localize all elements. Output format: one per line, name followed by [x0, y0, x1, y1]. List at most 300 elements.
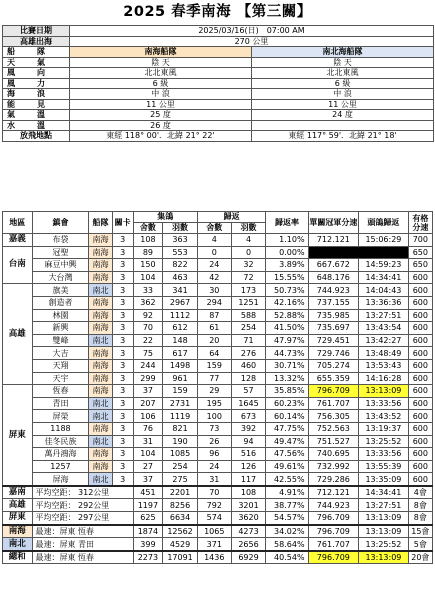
summary-collect-birds: 4529 [163, 538, 198, 551]
summary-return-rate: 34.02% [266, 525, 308, 538]
info-row [3, 99, 434, 110]
first-time-cell: 13:36:36 [359, 296, 409, 309]
table-row [3, 347, 433, 360]
checkpoint-cell: 3 [112, 334, 133, 347]
collect-teams-cell: 37 [133, 473, 163, 486]
collect-teams-cell: 27 [133, 460, 163, 473]
info-south-value: 北北東風 [70, 68, 252, 79]
town-cell: 恆春 [32, 385, 89, 398]
info-label: 海 浪 [3, 89, 70, 100]
return-teams-cell: 20 [197, 334, 231, 347]
speed-cell: 735.985 [308, 309, 359, 322]
return-birds-cell: 72 [231, 271, 266, 284]
town-cell: 大台灣 [32, 271, 89, 284]
return-rate-cell: 0.00% [266, 246, 308, 259]
return-birds-cell: 588 [231, 309, 266, 322]
summary-return-birds: 6929 [231, 551, 266, 564]
return-teams-cell: 61 [197, 322, 231, 335]
table-row [3, 284, 433, 297]
first-time-cell: 15:06:29 [359, 234, 409, 247]
return-teams-cell: 87 [197, 309, 231, 322]
return-rate-cell: 41.50% [266, 322, 308, 335]
checkpoint-cell: 3 [112, 347, 133, 360]
header-return-rate: 歸返率 [266, 212, 308, 234]
summary-collect-teams: 625 [133, 512, 163, 525]
table-row [3, 422, 433, 435]
summary-label: 最速：屏東 恆春 [32, 525, 133, 538]
return-birds-cell: 392 [231, 422, 266, 435]
fleet-cell: 南海 [89, 359, 112, 372]
collect-teams-cell: 75 [133, 347, 163, 360]
table-row [3, 410, 433, 423]
race-date-label: 比賽日期 [3, 26, 70, 37]
summary-collect-teams: 451 [133, 486, 163, 499]
summary-return-birds: 4273 [231, 525, 266, 538]
valid-speed-cell: 700 [408, 234, 432, 247]
speed-cell: 740.695 [308, 448, 359, 461]
summary-count: 8會 [408, 512, 432, 525]
info-row [3, 78, 434, 89]
header-first-time: 頭鴿歸返 [359, 212, 409, 234]
return-birds-cell: 126 [231, 460, 266, 473]
info-south-value: 陰 天 [70, 57, 252, 68]
first-time-cell: 13:13:09 [359, 385, 409, 398]
summary-return-teams: 1436 [197, 551, 231, 564]
fleet-cell: 南北 [89, 410, 112, 423]
town-cell: 創造者 [32, 296, 89, 309]
fleet-cell: 南海 [89, 422, 112, 435]
collect-birds-cell: 363 [163, 234, 198, 247]
valid-speed-cell: 600 [408, 347, 432, 360]
valid-speed-cell: 600 [408, 296, 432, 309]
return-birds-cell: 673 [231, 410, 266, 423]
return-rate-cell: 13.32% [266, 372, 308, 385]
town-cell: 冠聖 [32, 246, 89, 259]
return-birds-cell: 0 [231, 246, 266, 259]
info-label: 天 氣 [3, 57, 70, 68]
header-fleet: 船隊 [89, 212, 112, 234]
summary-return-rate: 38.77% [266, 499, 308, 512]
summary-region: 高雄 [3, 499, 33, 512]
speed-cell: 737.155 [308, 296, 359, 309]
town-cell: 青田 [32, 397, 89, 410]
table-row [3, 385, 433, 398]
speed-cell: 752.563 [308, 422, 359, 435]
valid-speed-cell: 600 [408, 473, 432, 486]
collect-birds-cell: 822 [163, 259, 198, 272]
fleet-cell: 南海 [89, 322, 112, 335]
return-rate-cell: 15.55% [266, 271, 308, 284]
info-row [3, 110, 434, 121]
checkpoint-cell: 3 [112, 309, 133, 322]
summary-collect-teams: 399 [133, 538, 163, 551]
checkpoint-cell: 3 [112, 284, 133, 297]
valid-speed-cell: 600 [408, 385, 432, 398]
return-teams-cell: 195 [197, 397, 231, 410]
return-birds-cell: 173 [231, 284, 266, 297]
first-time-cell: 13:43:54 [359, 322, 409, 335]
return-birds-cell: 1645 [231, 397, 266, 410]
first-time-cell: 13:27:51 [359, 309, 409, 322]
checkpoint-cell: 3 [112, 234, 133, 247]
collect-birds-cell: 617 [163, 347, 198, 360]
first-time-cell: 13:19:37 [359, 422, 409, 435]
header-return: 歸返 [197, 212, 265, 223]
first-time-cell: 13:53:43 [359, 359, 409, 372]
summary-speed: 712.121 [308, 486, 359, 499]
collect-birds-cell: 1085 [163, 448, 198, 461]
first-time-cell: 13:48:49 [359, 347, 409, 360]
checkpoint-cell: 3 [112, 359, 133, 372]
valid-speed-cell: 600 [408, 460, 432, 473]
checkpoint-cell: 3 [112, 259, 133, 272]
info-south-value: 東經 118° 00'．北緯 21° 22' [70, 131, 252, 142]
checkpoint-cell: 3 [112, 322, 133, 335]
checkpoint-cell: 3 [112, 473, 133, 486]
collect-birds-cell: 1119 [163, 410, 198, 423]
collect-birds-cell: 553 [163, 246, 198, 259]
summary-collect-teams: 2273 [133, 551, 163, 564]
speed-cell: 705.274 [308, 359, 359, 372]
info-north-value: 24 度 [252, 110, 434, 121]
return-rate-cell: 60.14% [266, 410, 308, 423]
summary-count: 20會 [408, 551, 432, 564]
fleet-cell: 南海 [89, 372, 112, 385]
race-date-value: 2025/03/16(日) 07:00 AM [70, 26, 434, 37]
summary-collect-teams: 1197 [133, 499, 163, 512]
info-south-value: 6 級 [70, 78, 252, 89]
collect-birds-cell: 254 [163, 460, 198, 473]
return-birds-cell: 94 [231, 435, 266, 448]
valid-speed-cell: 600 [408, 397, 432, 410]
return-teams-cell: 31 [197, 473, 231, 486]
return-rate-cell: 30.71% [266, 359, 308, 372]
summary-count: 4會 [408, 486, 432, 499]
fleet-cell: 南北 [89, 397, 112, 410]
fleet-cell: 南海 [89, 347, 112, 360]
first-time-cell: 14:59:23 [359, 259, 409, 272]
first-time-cell: 13:42:27 [359, 334, 409, 347]
region-summary-row [3, 486, 433, 499]
info-north-value: 中 浪 [252, 89, 434, 100]
return-teams-cell: 77 [197, 372, 231, 385]
fleet-cell: 南海 [89, 234, 112, 247]
collect-teams-cell: 70 [133, 322, 163, 335]
summary-return-birds: 108 [231, 486, 266, 499]
return-rate-cell: 47.75% [266, 422, 308, 435]
checkpoint-cell: 3 [112, 460, 133, 473]
return-rate-cell: 44.73% [266, 347, 308, 360]
checkpoint-cell: 3 [112, 410, 133, 423]
collect-birds-cell: 1112 [163, 309, 198, 322]
return-birds-cell: 1251 [231, 296, 266, 309]
first-time-cell: 14:04:43 [359, 284, 409, 297]
summary-region: 南海 [3, 525, 33, 538]
first-time-cell: 13:25:52 [359, 435, 409, 448]
header-collect-teams: 舍數 [133, 223, 163, 234]
first-time-cell: 13:55:39 [359, 460, 409, 473]
collect-birds-cell: 148 [163, 334, 198, 347]
return-rate-cell: 49.47% [266, 435, 308, 448]
valid-speed-cell: 600 [408, 448, 432, 461]
first-time-cell: 13:35:09 [359, 473, 409, 486]
header-return-teams: 舍數 [197, 223, 231, 234]
table-row [3, 435, 433, 448]
summary-return-teams: 371 [197, 538, 231, 551]
return-rate-cell: 47.97% [266, 334, 308, 347]
distance-value: 270 公里 [70, 36, 434, 47]
collect-teams-cell: 76 [133, 422, 163, 435]
info-row [3, 57, 434, 68]
table-row [3, 372, 433, 385]
fleet-summary-row [3, 525, 433, 538]
return-teams-cell: 26 [197, 435, 231, 448]
summary-region: 南北 [3, 538, 33, 551]
summary-collect-birds: 6634 [163, 512, 198, 525]
summary-label: 最速：屏東 恆春 [32, 551, 133, 564]
first-time-cell: 13:43:52 [359, 410, 409, 423]
speed-cell: 655.359 [308, 372, 359, 385]
return-birds-cell: 254 [231, 322, 266, 335]
speed-cell: 732.992 [308, 460, 359, 473]
header-town: 鎮會 [32, 212, 89, 234]
table-row [3, 234, 433, 247]
summary-first-time: 13:13:09 [359, 525, 409, 538]
summary-label: 平均空距： 312公里 [32, 486, 133, 499]
first-time-cell: 14:34:41 [359, 271, 409, 284]
town-cell: 布袋 [32, 234, 89, 247]
valid-speed-cell: 600 [408, 422, 432, 435]
town-cell: 屏海 [32, 473, 89, 486]
collect-teams-cell: 31 [133, 435, 163, 448]
checkpoint-cell: 3 [112, 271, 133, 284]
return-teams-cell: 159 [197, 359, 231, 372]
speed-cell: 796.709 [308, 385, 359, 398]
info-south-value: 25 度 [70, 110, 252, 121]
table-row [3, 246, 433, 259]
results-table [2, 211, 433, 564]
summary-return-birds: 3201 [231, 499, 266, 512]
speed-cell: 667.672 [308, 259, 359, 272]
table-row [3, 359, 433, 372]
header-region: 地區 [3, 212, 33, 234]
collect-teams-cell: 37 [133, 385, 163, 398]
checkpoint-cell: 3 [112, 246, 133, 259]
return-teams-cell: 64 [197, 347, 231, 360]
info-south-value: 11 公里 [70, 99, 252, 110]
collect-teams-cell: 104 [133, 448, 163, 461]
info-label: 風 向 [3, 68, 70, 79]
valid-speed-cell: 600 [408, 359, 432, 372]
info-row [3, 120, 434, 131]
valid-speed-cell: 600 [408, 322, 432, 335]
return-rate-cell: 60.23% [266, 397, 308, 410]
info-label: 水 溫 [3, 120, 70, 131]
valid-speed-cell: 600 [408, 309, 432, 322]
distance-row [3, 36, 434, 47]
speed-cell: 735.697 [308, 322, 359, 335]
distance-label: 高雄出海 [3, 36, 70, 47]
race-info-table [2, 25, 434, 142]
summary-region: 屏東 [3, 512, 33, 525]
town-cell: 大吉 [32, 347, 89, 360]
collect-birds-cell: 190 [163, 435, 198, 448]
speed-cell: 729.286 [308, 473, 359, 486]
summary-first-time: 13:13:09 [359, 551, 409, 564]
summary-first-time: 14:34:41 [359, 486, 409, 499]
total-row [3, 551, 433, 564]
summary-speed: 796.709 [308, 512, 359, 525]
summary-collect-birds: 2201 [163, 486, 198, 499]
return-rate-cell: 42.55% [266, 473, 308, 486]
table-row [3, 397, 433, 410]
return-teams-cell: 96 [197, 448, 231, 461]
checkpoint-cell: 3 [112, 448, 133, 461]
summary-count: 8會 [408, 499, 432, 512]
speed-cell: 761.707 [308, 397, 359, 410]
info-row [3, 89, 434, 100]
collect-teams-cell: 92 [133, 309, 163, 322]
valid-speed-cell: 600 [408, 410, 432, 423]
return-rate-cell: 3.89% [266, 259, 308, 272]
summary-first-time: 13:25:52 [359, 538, 409, 551]
collect-birds-cell: 2731 [163, 397, 198, 410]
fleet-cell: 南海 [89, 460, 112, 473]
speed-cell: 744.923 [308, 284, 359, 297]
return-teams-cell: 0 [197, 246, 231, 259]
return-birds-cell: 57 [231, 385, 266, 398]
summary-return-teams: 1065 [197, 525, 231, 538]
return-birds-cell: 276 [231, 347, 266, 360]
return-rate-cell: 1.10% [266, 234, 308, 247]
town-cell: 佳冬民族 [32, 435, 89, 448]
town-cell: 屏榮 [32, 410, 89, 423]
speed-cell: 756.305 [308, 410, 359, 423]
table-row [3, 309, 433, 322]
collect-teams-cell: 150 [133, 259, 163, 272]
region-cell: 台南 [3, 246, 33, 284]
team-row [3, 47, 434, 58]
team-north: 南北海船隊 [252, 47, 434, 58]
fleet-cell: 南海 [89, 309, 112, 322]
summary-return-teams: 792 [197, 499, 231, 512]
return-birds-cell: 516 [231, 448, 266, 461]
header-valid: 有格分速 [408, 212, 432, 234]
return-teams-cell: 30 [197, 284, 231, 297]
return-birds-cell: 4 [231, 234, 266, 247]
info-row [3, 131, 434, 142]
info-label: 放飛地點 [3, 131, 70, 142]
summary-count: 5會 [408, 538, 432, 551]
valid-speed-cell: 600 [408, 435, 432, 448]
summary-return-rate: 54.57% [266, 512, 308, 525]
collect-teams-cell: 33 [133, 284, 163, 297]
return-rate-cell: 42.16% [266, 296, 308, 309]
table-row [3, 296, 433, 309]
table-row [3, 473, 433, 486]
info-north-value: 陰 天 [252, 57, 434, 68]
header-row-1 [3, 212, 433, 223]
info-north-value: 東經 117° 59'．北緯 21° 18' [252, 131, 434, 142]
town-cell: 旗美 [32, 284, 89, 297]
checkpoint-cell: 3 [112, 422, 133, 435]
collect-teams-cell: 106 [133, 410, 163, 423]
checkpoint-cell: 3 [112, 435, 133, 448]
summary-label: 平均空距： 297公里 [32, 512, 133, 525]
summary-collect-teams: 1874 [133, 525, 163, 538]
region-summary-row [3, 499, 433, 512]
info-north-value: 北北東風 [252, 68, 434, 79]
collect-teams-cell: 244 [133, 359, 163, 372]
header-collect: 集鴿 [133, 212, 197, 223]
fleet-cell: 南海 [89, 271, 112, 284]
summary-first-time: 13:13:09 [359, 512, 409, 525]
header-return-birds: 羽數 [231, 223, 266, 234]
summary-return-birds: 2656 [231, 538, 266, 551]
first-time-cell: 13:33:56 [359, 448, 409, 461]
collect-teams-cell: 207 [133, 397, 163, 410]
table-row [3, 271, 433, 284]
fleet-summary-row [3, 538, 433, 551]
header-checkpoint: 關卡 [112, 212, 133, 234]
town-cell: 新興 [32, 322, 89, 335]
collect-birds-cell: 341 [163, 284, 198, 297]
summary-speed: 796.709 [308, 525, 359, 538]
collect-teams-cell: 104 [133, 271, 163, 284]
fleet-cell: 南北 [89, 334, 112, 347]
region-cell: 高雄 [3, 284, 33, 385]
valid-speed-cell: 600 [408, 284, 432, 297]
return-teams-cell: 24 [197, 460, 231, 473]
valid-speed-cell: 650 [408, 259, 432, 272]
redacted-cell [308, 246, 408, 259]
return-birds-cell: 71 [231, 334, 266, 347]
info-label: 氣 溫 [3, 110, 70, 121]
region-cell: 屏東 [3, 385, 33, 486]
town-cell: 林園 [32, 309, 89, 322]
return-rate-cell: 49.61% [266, 460, 308, 473]
info-row [3, 68, 434, 79]
table-row [3, 460, 433, 473]
summary-return-birds: 3620 [231, 512, 266, 525]
speed-cell: 712.121 [308, 234, 359, 247]
info-north-value: 6 級 [252, 78, 434, 89]
town-cell: 萬丹鴻海 [32, 448, 89, 461]
fleet-cell: 南海 [89, 259, 112, 272]
header-speed: 單關冠軍分速 [308, 212, 359, 234]
summary-label: 平均空距： 292公里 [32, 499, 133, 512]
fleet-cell: 南北 [89, 435, 112, 448]
collect-teams-cell: 362 [133, 296, 163, 309]
valid-speed-cell: 600 [408, 372, 432, 385]
summary-collect-birds: 8256 [163, 499, 198, 512]
first-time-cell: 13:33:56 [359, 397, 409, 410]
return-rate-cell: 50.73% [266, 284, 308, 297]
return-teams-cell: 100 [197, 410, 231, 423]
summary-region: 總和 [3, 551, 33, 564]
info-south-value: 26 度 [70, 120, 252, 131]
header-collect-birds: 羽數 [163, 223, 198, 234]
summary-first-time: 13:27:51 [359, 499, 409, 512]
info-north-value: 11 公里 [252, 99, 434, 110]
return-rate-cell: 52.88% [266, 309, 308, 322]
region-cell: 嘉義 [3, 234, 33, 247]
fleet-cell: 南海 [89, 448, 112, 461]
speed-cell: 729.746 [308, 347, 359, 360]
return-teams-cell: 294 [197, 296, 231, 309]
valid-speed-cell: 600 [408, 271, 432, 284]
fleet-cell: 南北 [89, 473, 112, 486]
